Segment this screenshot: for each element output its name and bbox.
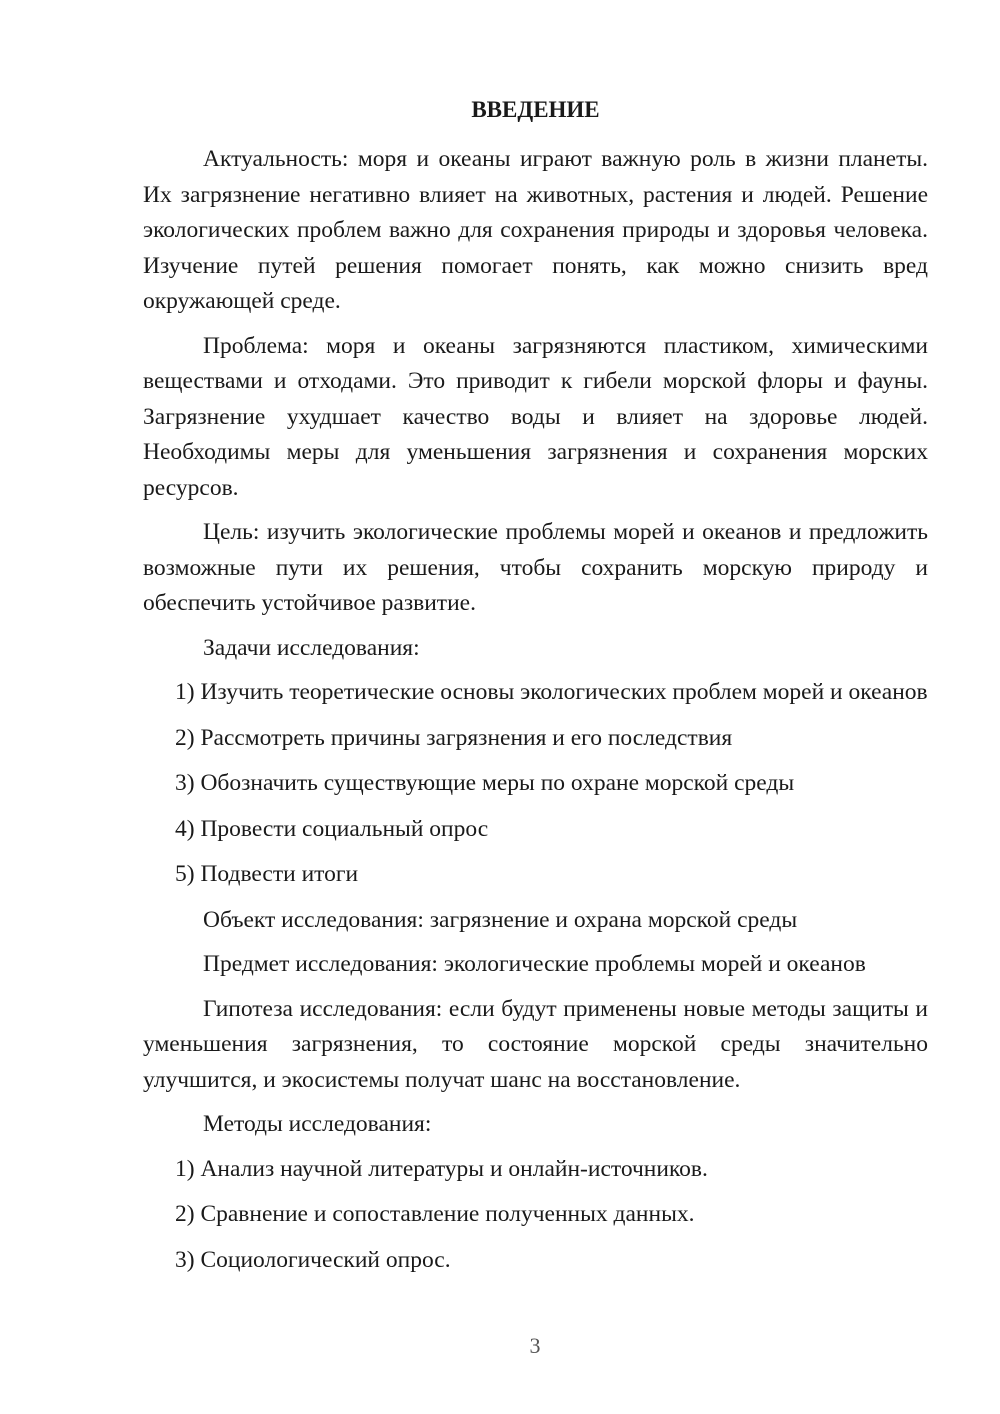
- task-item: 4) Провести социальный опрос: [175, 815, 489, 842]
- hypothesis-paragraph: Гипотеза исследования: если будут применены новые методы защиты и уменьшения загрязнения, то состояние морской среды значительно улучшится, и экосистемы получат шанс на восстановление.: [143, 995, 928, 1093]
- object-paragraph: Объект исследования: загрязнение и охрана морской среды: [203, 906, 798, 933]
- task-item: 1) Изучить теоретические основы экологических проблем морей и океанов: [175, 679, 928, 705]
- problem-paragraph: Проблема: моря и океаны загрязняются пластиком, химическими веществами и отходами. Это приводит к гибели морской флоры и фауны. Загрязнение ухудшает качество воды и влияет на здоровье людей. Необходимы меры для уменьшения загрязнения и сохранения морских ресурсов.: [143, 332, 928, 501]
- methods-heading: Методы исследования:: [203, 1111, 432, 1137]
- task-item: 5) Подвести итоги: [175, 861, 359, 887]
- task-item: 2) Рассмотреть причины загрязнения и его последствия: [175, 724, 733, 751]
- subject-paragraph: Предмет исследования: экологические проблемы морей и океанов: [203, 951, 866, 977]
- tasks-heading: Задачи исследования:: [203, 634, 420, 661]
- relevance-paragraph: Актуальность: моря и океаны играют важную роль в жизни планеты. Их загрязнение негативно влияет на животных, растения и людей. Решение экологических проблем важно для сохранения природы и здоровья человека. Изучение путей решения помогает понять, как можно снизить вред окружающей среде.: [143, 146, 928, 314]
- method-item: 3) Социологический опрос.: [175, 1246, 451, 1273]
- task-item: 3) Обозначить существующие меры по охране морской среды: [175, 770, 795, 796]
- page-content: [143, 94, 928, 1288]
- goal-paragraph: Цель: изучить экологические проблемы морей и океанов и предложить возможные пути их решения, чтобы сохранить морскую природу и обеспечить устойчивое развитие.: [143, 519, 928, 616]
- page-title: ВВЕДЕНИЕ: [471, 97, 600, 122]
- page-number: 3: [529, 1333, 541, 1358]
- method-item: 1) Анализ научной литературы и онлайн-источников.: [175, 1155, 708, 1182]
- method-item: 2) Сравнение и сопоставление полученных данных.: [175, 1201, 695, 1227]
